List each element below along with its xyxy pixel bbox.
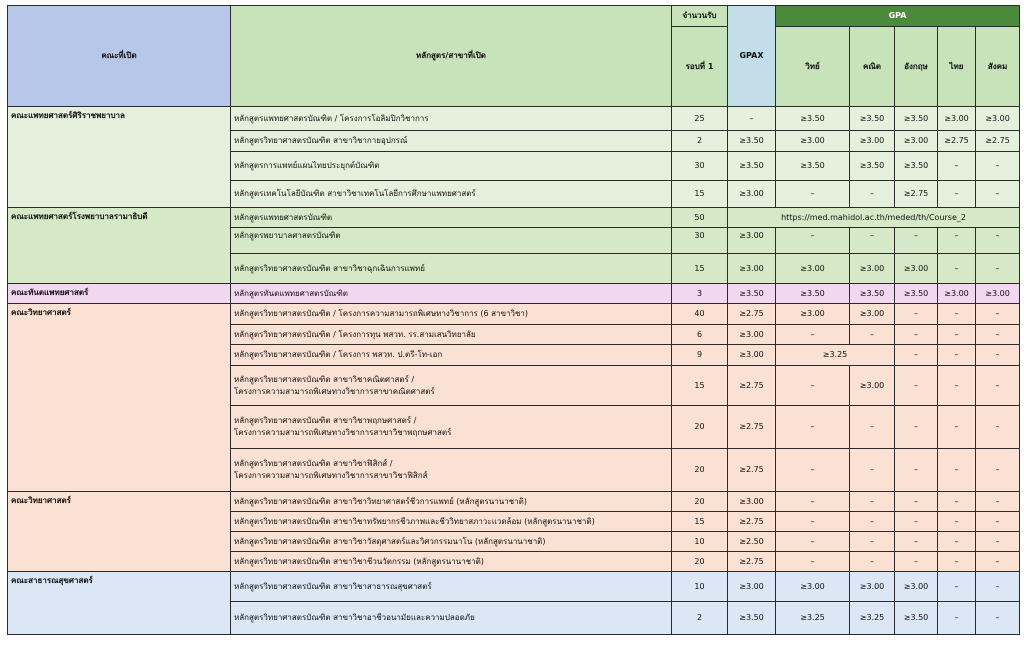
- thai-cell: –: [938, 325, 976, 345]
- math-cell: –: [850, 552, 895, 572]
- capacity-cell: 20: [672, 552, 728, 572]
- eng-cell: –: [895, 366, 938, 406]
- program-cell: หลักสูตรทันตแพทยศาสตรบัณฑิต: [231, 284, 672, 304]
- math-cell: ≥3.50: [850, 284, 895, 304]
- gpax-cell: ≥2.75: [728, 406, 776, 449]
- gpax-cell: ≥2.75: [728, 304, 776, 325]
- math-cell: ≥3.00: [850, 131, 895, 152]
- eng-cell: ≥3.00: [895, 254, 938, 284]
- sci-cell: –: [776, 228, 850, 254]
- capacity-cell: 6: [672, 325, 728, 345]
- program-cell: [231, 366, 672, 406]
- gpax-cell: ≥3.50: [728, 602, 776, 635]
- header-eng: อังกฤษ: [895, 27, 938, 107]
- program-cell: หลักสูตรวิทยาศาสตรบัณฑิต สาขาวิชากายอุปกรณ์: [231, 131, 672, 152]
- admission-table-wrapper: [7, 5, 1020, 635]
- math-cell: ≥3.50: [850, 152, 895, 181]
- social-cell: –: [976, 325, 1020, 345]
- capacity-cell: 2: [672, 131, 728, 152]
- gpax-cell: ≥3.00: [728, 181, 776, 208]
- capacity-cell: 10: [672, 572, 728, 602]
- program-line-2: โครงการความสามารถพิเศษทางวิชาการสาขาคณิตศาสตร์: [234, 386, 435, 396]
- program-cell: หลักสูตรแพทยศาสตรบัณฑิต: [231, 208, 672, 228]
- social-cell: ≥3.00: [976, 284, 1020, 304]
- thai-cell: –: [938, 406, 976, 449]
- sci-cell: –: [776, 181, 850, 208]
- social-cell: –: [976, 406, 1020, 449]
- header-thai: ไทย: [938, 27, 976, 107]
- capacity-cell: 25: [672, 107, 728, 131]
- sci-cell: –: [776, 449, 850, 492]
- faculty-cell: คณะสาธารณสุขศาสตร์: [8, 572, 231, 635]
- social-cell: ≥3.00: [976, 107, 1020, 131]
- eng-cell: ≥3.50: [895, 107, 938, 131]
- program-cell: [231, 406, 672, 449]
- faculty-cell: คณะวิทยาศาสตร์: [8, 304, 231, 492]
- social-cell: –: [976, 449, 1020, 492]
- course-link[interactable]: https://med.mahidol.ac.th/meded/th/Course_2: [728, 208, 1020, 228]
- faculty-cell: คณะแพทยศาสตร์ศิริราชพยาบาล: [8, 107, 231, 208]
- program-line-1: หลักสูตรวิทยาศาสตรบัณฑิต สาขาวิชาคณิตศาสตร์ /: [234, 374, 415, 384]
- gpax-cell: ≥2.75: [728, 366, 776, 406]
- gpax-cell: ≥2.75: [728, 512, 776, 532]
- program-line-1: หลักสูตรวิทยาศาสตรบัณฑิต สาขาวิชาฟิสิกส์ /: [234, 459, 393, 468]
- program-line-2: โครงการความสามารถพิเศษทางวิชาการสาขาวิชาพฤกษศาสตร์: [234, 428, 452, 437]
- header-math: คณิต: [850, 27, 895, 107]
- capacity-cell: 20: [672, 449, 728, 492]
- header-round1: รอบที่ 1: [672, 27, 728, 107]
- math-cell: –: [850, 449, 895, 492]
- gpax-cell: ≥3.00: [728, 492, 776, 512]
- header-capacity: จำนวนรับ: [672, 6, 728, 27]
- header-social: สังคม: [976, 27, 1020, 107]
- sci-cell: ≥3.00: [776, 572, 850, 602]
- capacity-cell: 30: [672, 228, 728, 254]
- gpax-cell: ≥3.50: [728, 152, 776, 181]
- program-cell: หลักสูตรเทคโนโลยีบัณฑิต สาขาวิชาเทคโนโลยีการศึกษาแพทยศาสตร์: [231, 181, 672, 208]
- eng-cell: –: [895, 228, 938, 254]
- sci-cell: –: [776, 492, 850, 512]
- thai-cell: –: [938, 366, 976, 406]
- sci-cell: –: [776, 532, 850, 552]
- math-cell: –: [850, 492, 895, 512]
- eng-cell: –: [895, 449, 938, 492]
- program-cell: หลักสูตรวิทยาศาสตรบัณฑิต สาขาวิชาวัสดุศาสตร์และวิศวกรรมนาโน (หลักสูตรนานาชาติ): [231, 532, 672, 552]
- sci-cell: ≥3.50: [776, 107, 850, 131]
- social-cell: –: [976, 345, 1020, 366]
- gpax-cell: ≥3.00: [728, 254, 776, 284]
- capacity-cell: 30: [672, 152, 728, 181]
- math-cell: –: [850, 512, 895, 532]
- thai-cell: –: [938, 492, 976, 512]
- program-line-2: โครงการความสามารถพิเศษทางวิชาการสาขาวิชาฟิสิกส์: [234, 471, 428, 480]
- gpax-cell: ≥2.75: [728, 552, 776, 572]
- eng-cell: ≥2.75: [895, 181, 938, 208]
- math-cell: –: [850, 532, 895, 552]
- thai-cell: –: [938, 602, 976, 635]
- social-cell: –: [976, 228, 1020, 254]
- gpax-cell: ≥3.50: [728, 284, 776, 304]
- social-cell: –: [976, 572, 1020, 602]
- math-cell: ≥3.00: [850, 366, 895, 406]
- program-cell: หลักสูตรแพทยศาสตรบัณฑิต / โครงการโอลิมปิกวิชาการ: [231, 107, 672, 131]
- gpax-cell: –: [728, 107, 776, 131]
- sci-cell: ≥3.50: [776, 284, 850, 304]
- math-cell: –: [850, 325, 895, 345]
- header-program: หลักสูตร/สาขาที่เปิด: [231, 6, 672, 107]
- gpax-cell: ≥2.50: [728, 532, 776, 552]
- thai-cell: –: [938, 532, 976, 552]
- program-cell: หลักสูตรวิทยาศาสตรบัณฑิต / โครงการทุน พสวท. รร.สามเสนวิทยาลัย: [231, 325, 672, 345]
- social-cell: –: [976, 552, 1020, 572]
- program-cell: หลักสูตรวิทยาศาสตรบัณฑิต / โครงการ พสวท. ป.ตรี-โท-เอก: [231, 345, 672, 366]
- sci-cell: ≥3.25: [776, 602, 850, 635]
- thai-cell: ≥3.00: [938, 284, 976, 304]
- gpax-cell: ≥3.00: [728, 572, 776, 602]
- eng-cell: ≥3.50: [895, 152, 938, 181]
- eng-cell: –: [895, 532, 938, 552]
- capacity-cell: 40: [672, 304, 728, 325]
- faculty-cell: คณะทันตแพทยศาสตร์: [8, 284, 231, 304]
- gpax-cell: ≥3.50: [728, 131, 776, 152]
- program-cell: หลักสูตรวิทยาศาสตรบัณฑิต สาขาวิชาฉุกเฉินการแพทย์: [231, 254, 672, 284]
- social-cell: –: [976, 152, 1020, 181]
- social-cell: –: [976, 366, 1020, 406]
- thai-cell: ≥2.75: [938, 131, 976, 152]
- sci-cell: ≥3.00: [776, 254, 850, 284]
- social-cell: –: [976, 602, 1020, 635]
- eng-cell: ≥3.50: [895, 602, 938, 635]
- program-cell: หลักสูตรวิทยาศาสตรบัณฑิต สาขาวิชาวิทยาศาสตร์ชีวการแพทย์ (หลักสูตรนานาชาติ): [231, 492, 672, 512]
- sci-cell: –: [776, 406, 850, 449]
- eng-cell: –: [895, 552, 938, 572]
- gpax-cell: ≥3.00: [728, 228, 776, 254]
- faculty-cell: คณะแพทยศาสตร์โรงพยาบาลรามาธิบดี: [8, 208, 231, 284]
- thai-cell: –: [938, 228, 976, 254]
- capacity-cell: 15: [672, 366, 728, 406]
- eng-cell: ≥3.00: [895, 572, 938, 602]
- program-cell: หลักสูตรวิทยาศาสตรบัณฑิต สาขาวิชาอาชีวอนามัยและความปลอดภัย: [231, 602, 672, 635]
- eng-cell: –: [895, 492, 938, 512]
- gpax-cell: ≥3.00: [728, 325, 776, 345]
- social-cell: –: [976, 492, 1020, 512]
- social-cell: –: [976, 304, 1020, 325]
- capacity-cell: 15: [672, 512, 728, 532]
- math-cell: ≥3.00: [850, 572, 895, 602]
- eng-cell: –: [895, 304, 938, 325]
- math-cell: ≥3.00: [850, 254, 895, 284]
- eng-cell: –: [895, 512, 938, 532]
- thai-cell: –: [938, 512, 976, 532]
- thai-cell: –: [938, 449, 976, 492]
- thai-cell: –: [938, 552, 976, 572]
- social-cell: –: [976, 532, 1020, 552]
- program-cell: หลักสูตรวิทยาศาสตรบัณฑิต สาขาวิชาชีวนวัตกรรม (หลักสูตรนานาชาติ): [231, 552, 672, 572]
- thai-cell: –: [938, 254, 976, 284]
- math-cell: –: [850, 406, 895, 449]
- sci-cell: ≥3.00: [776, 304, 850, 325]
- capacity-cell: 15: [672, 181, 728, 208]
- math-cell: –: [850, 228, 895, 254]
- eng-cell: –: [895, 325, 938, 345]
- faculty-cell: คณะวิทยาศาสตร์: [8, 492, 231, 572]
- math-cell: –: [850, 181, 895, 208]
- gpax-cell: ≥2.75: [728, 449, 776, 492]
- header-gpa: GPA: [776, 6, 1020, 27]
- thai-cell: –: [938, 304, 976, 325]
- math-cell: ≥3.50: [850, 107, 895, 131]
- thai-cell: ≥3.00: [938, 107, 976, 131]
- sci-cell: ≥3.50: [776, 152, 850, 181]
- capacity-cell: 20: [672, 492, 728, 512]
- sci-cell: ≥3.00: [776, 131, 850, 152]
- eng-cell: –: [895, 345, 938, 366]
- sci-math-combined-cell: ≥3.25: [776, 345, 895, 366]
- eng-cell: –: [895, 406, 938, 449]
- eng-cell: ≥3.00: [895, 131, 938, 152]
- capacity-cell: 10: [672, 532, 728, 552]
- social-cell: –: [976, 181, 1020, 208]
- program-cell: หลักสูตรวิทยาศาสตรบัณฑิต / โครงการความสามารถพิเศษทางวิชาการ (6 สาขาวิชา): [231, 304, 672, 325]
- thai-cell: –: [938, 572, 976, 602]
- capacity-cell: 15: [672, 254, 728, 284]
- program-cell: หลักสูตรการแพทย์แผนไทยประยุกต์บัณฑิต: [231, 152, 672, 181]
- capacity-cell: 9: [672, 345, 728, 366]
- math-cell: ≥3.25: [850, 602, 895, 635]
- header-faculty: คณะที่เปิด: [8, 6, 231, 107]
- sci-cell: –: [776, 512, 850, 532]
- sci-cell: –: [776, 366, 850, 406]
- program-cell: หลักสูตรวิทยาศาสตรบัณฑิต สาขาวิชาทรัพยากรชีวภาพและชีววิทยาสภาวะแวดล้อม (หลักสูตรนานาชาติ): [231, 512, 672, 532]
- capacity-cell: 50: [672, 208, 728, 228]
- social-cell: –: [976, 254, 1020, 284]
- math-cell: ≥3.00: [850, 304, 895, 325]
- capacity-cell: 20: [672, 406, 728, 449]
- thai-cell: –: [938, 345, 976, 366]
- thai-cell: –: [938, 152, 976, 181]
- program-cell: หลักสูตรวิทยาศาสตรบัณฑิต สาขาวิชาสาธารณสุขศาสตร์: [231, 572, 672, 602]
- program-line-1: หลักสูตรวิทยาศาสตรบัณฑิต สาขาวิชาพฤกษศาสตร์ /: [234, 416, 417, 425]
- eng-cell: ≥3.50: [895, 284, 938, 304]
- sci-cell: –: [776, 325, 850, 345]
- social-cell: ≥2.75: [976, 131, 1020, 152]
- admission-criteria-table: [7, 5, 1020, 635]
- header-gpax: GPAX: [728, 6, 776, 107]
- capacity-cell: 2: [672, 602, 728, 635]
- gpax-cell: ≥3.00: [728, 345, 776, 366]
- social-cell: –: [976, 512, 1020, 532]
- program-cell: หลักสูตรพยาบาลศาสตรบัณฑิต: [231, 228, 672, 254]
- capacity-cell: 3: [672, 284, 728, 304]
- program-cell: [231, 449, 672, 492]
- thai-cell: –: [938, 181, 976, 208]
- header-sci: วิทย์: [776, 27, 850, 107]
- sci-cell: –: [776, 552, 850, 572]
